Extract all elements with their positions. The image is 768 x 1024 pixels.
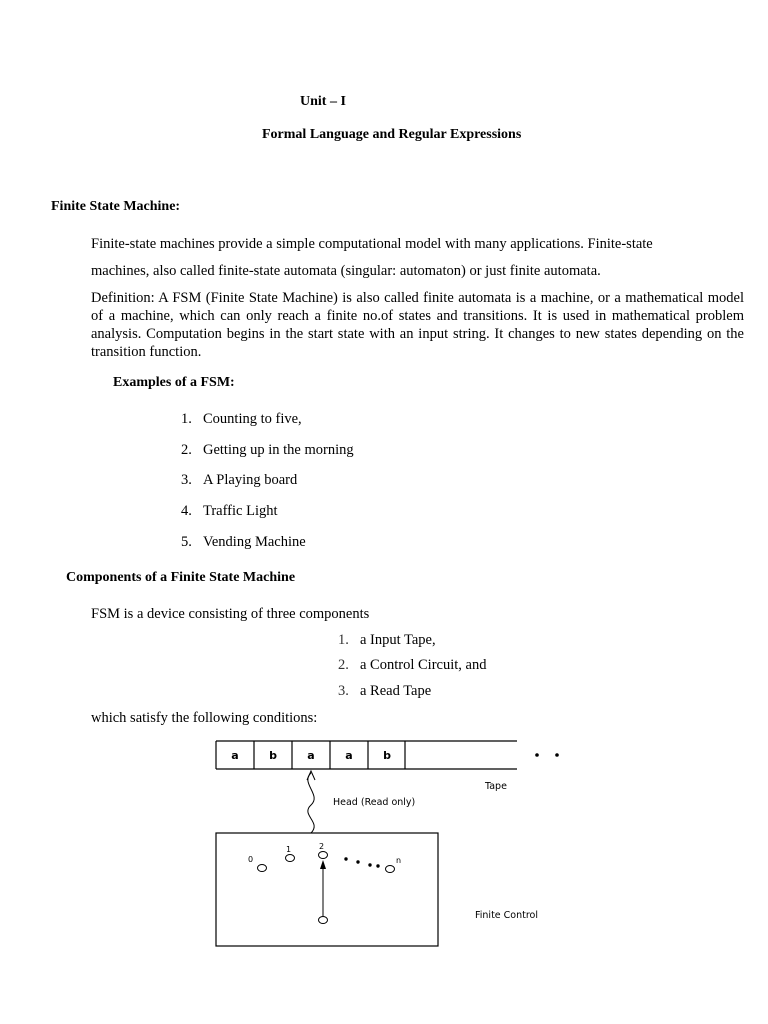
document-subtitle: Formal Language and Regular Expressions	[262, 127, 522, 142]
list-number: 1.	[181, 411, 192, 427]
tape-cell: a	[307, 749, 315, 762]
list-number: 1.	[338, 632, 349, 648]
read-head-line	[308, 773, 314, 833]
tape-cell: b	[269, 749, 277, 762]
state-label: n	[396, 856, 402, 865]
ellipsis-dot	[368, 863, 371, 866]
list-text: Getting up in the morning	[203, 442, 354, 458]
list-number: 4.	[181, 503, 192, 519]
list-number: 5.	[181, 534, 192, 550]
list-text: Counting to five,	[203, 411, 302, 427]
tape-label: Tape	[485, 781, 507, 792]
list-number: 3.	[181, 472, 192, 488]
ellipsis-dot	[356, 860, 359, 863]
state-circle	[386, 866, 395, 873]
tape-cell: a	[231, 749, 239, 762]
list-number: 2.	[338, 657, 349, 673]
state-circle	[258, 865, 267, 872]
state-label: 1	[286, 845, 292, 854]
state-label: 0	[248, 855, 254, 864]
conditions-line: which satisfy the following conditions:	[91, 710, 318, 726]
unit-title: Unit – I	[300, 94, 346, 109]
ellipsis-dot	[376, 864, 379, 867]
control-label: Finite Control	[475, 910, 539, 921]
list-text: a Input Tape,	[360, 632, 436, 648]
list-text: A Playing board	[203, 472, 298, 488]
intro-line-2: machines, also called finite-state automata (singular: automaton) or just finite automata.	[91, 263, 601, 279]
pointer-origin	[319, 917, 328, 924]
ellipsis-dot	[344, 857, 347, 860]
list-number: 3.	[338, 683, 349, 699]
pointer-arrowhead	[320, 860, 326, 869]
state-circle	[319, 852, 328, 859]
continuation-dot	[555, 753, 559, 757]
list-number: 2.	[181, 442, 192, 458]
examples-heading: Examples of a FSM:	[113, 375, 235, 390]
tape-cell: b	[383, 749, 391, 762]
list-text: Traffic Light	[203, 503, 278, 519]
components-intro: FSM is a device consisting of three components	[91, 606, 370, 622]
continuation-dot	[535, 753, 539, 757]
definition-paragraph: Definition: A FSM (Finite State Machine) is also called finite automata is a machine, or a mathematical model of a machine, which can only reach a finite no.of states and transitions. It is used in mathematical problem analysis. Computation begins in the start state with an input string. It changes to new states depending on the transition function.	[91, 290, 744, 360]
intro-line-1: Finite-state machines provide a simple computational model with many applications. Finite-state	[91, 236, 653, 252]
state-label: 2	[319, 842, 325, 851]
tape-cell: a	[345, 749, 353, 762]
tape	[216, 741, 517, 769]
finite-control-box	[216, 833, 438, 946]
list-text: a Control Circuit, and	[360, 657, 487, 673]
state-circle	[286, 855, 295, 862]
head-label: Head (Read only)	[333, 797, 416, 808]
components-heading: Components of a Finite State Machine	[66, 570, 296, 585]
list-text: a Read Tape	[360, 683, 432, 699]
section-heading-fsm: Finite State Machine:	[51, 199, 181, 214]
list-text: Vending Machine	[203, 534, 306, 550]
